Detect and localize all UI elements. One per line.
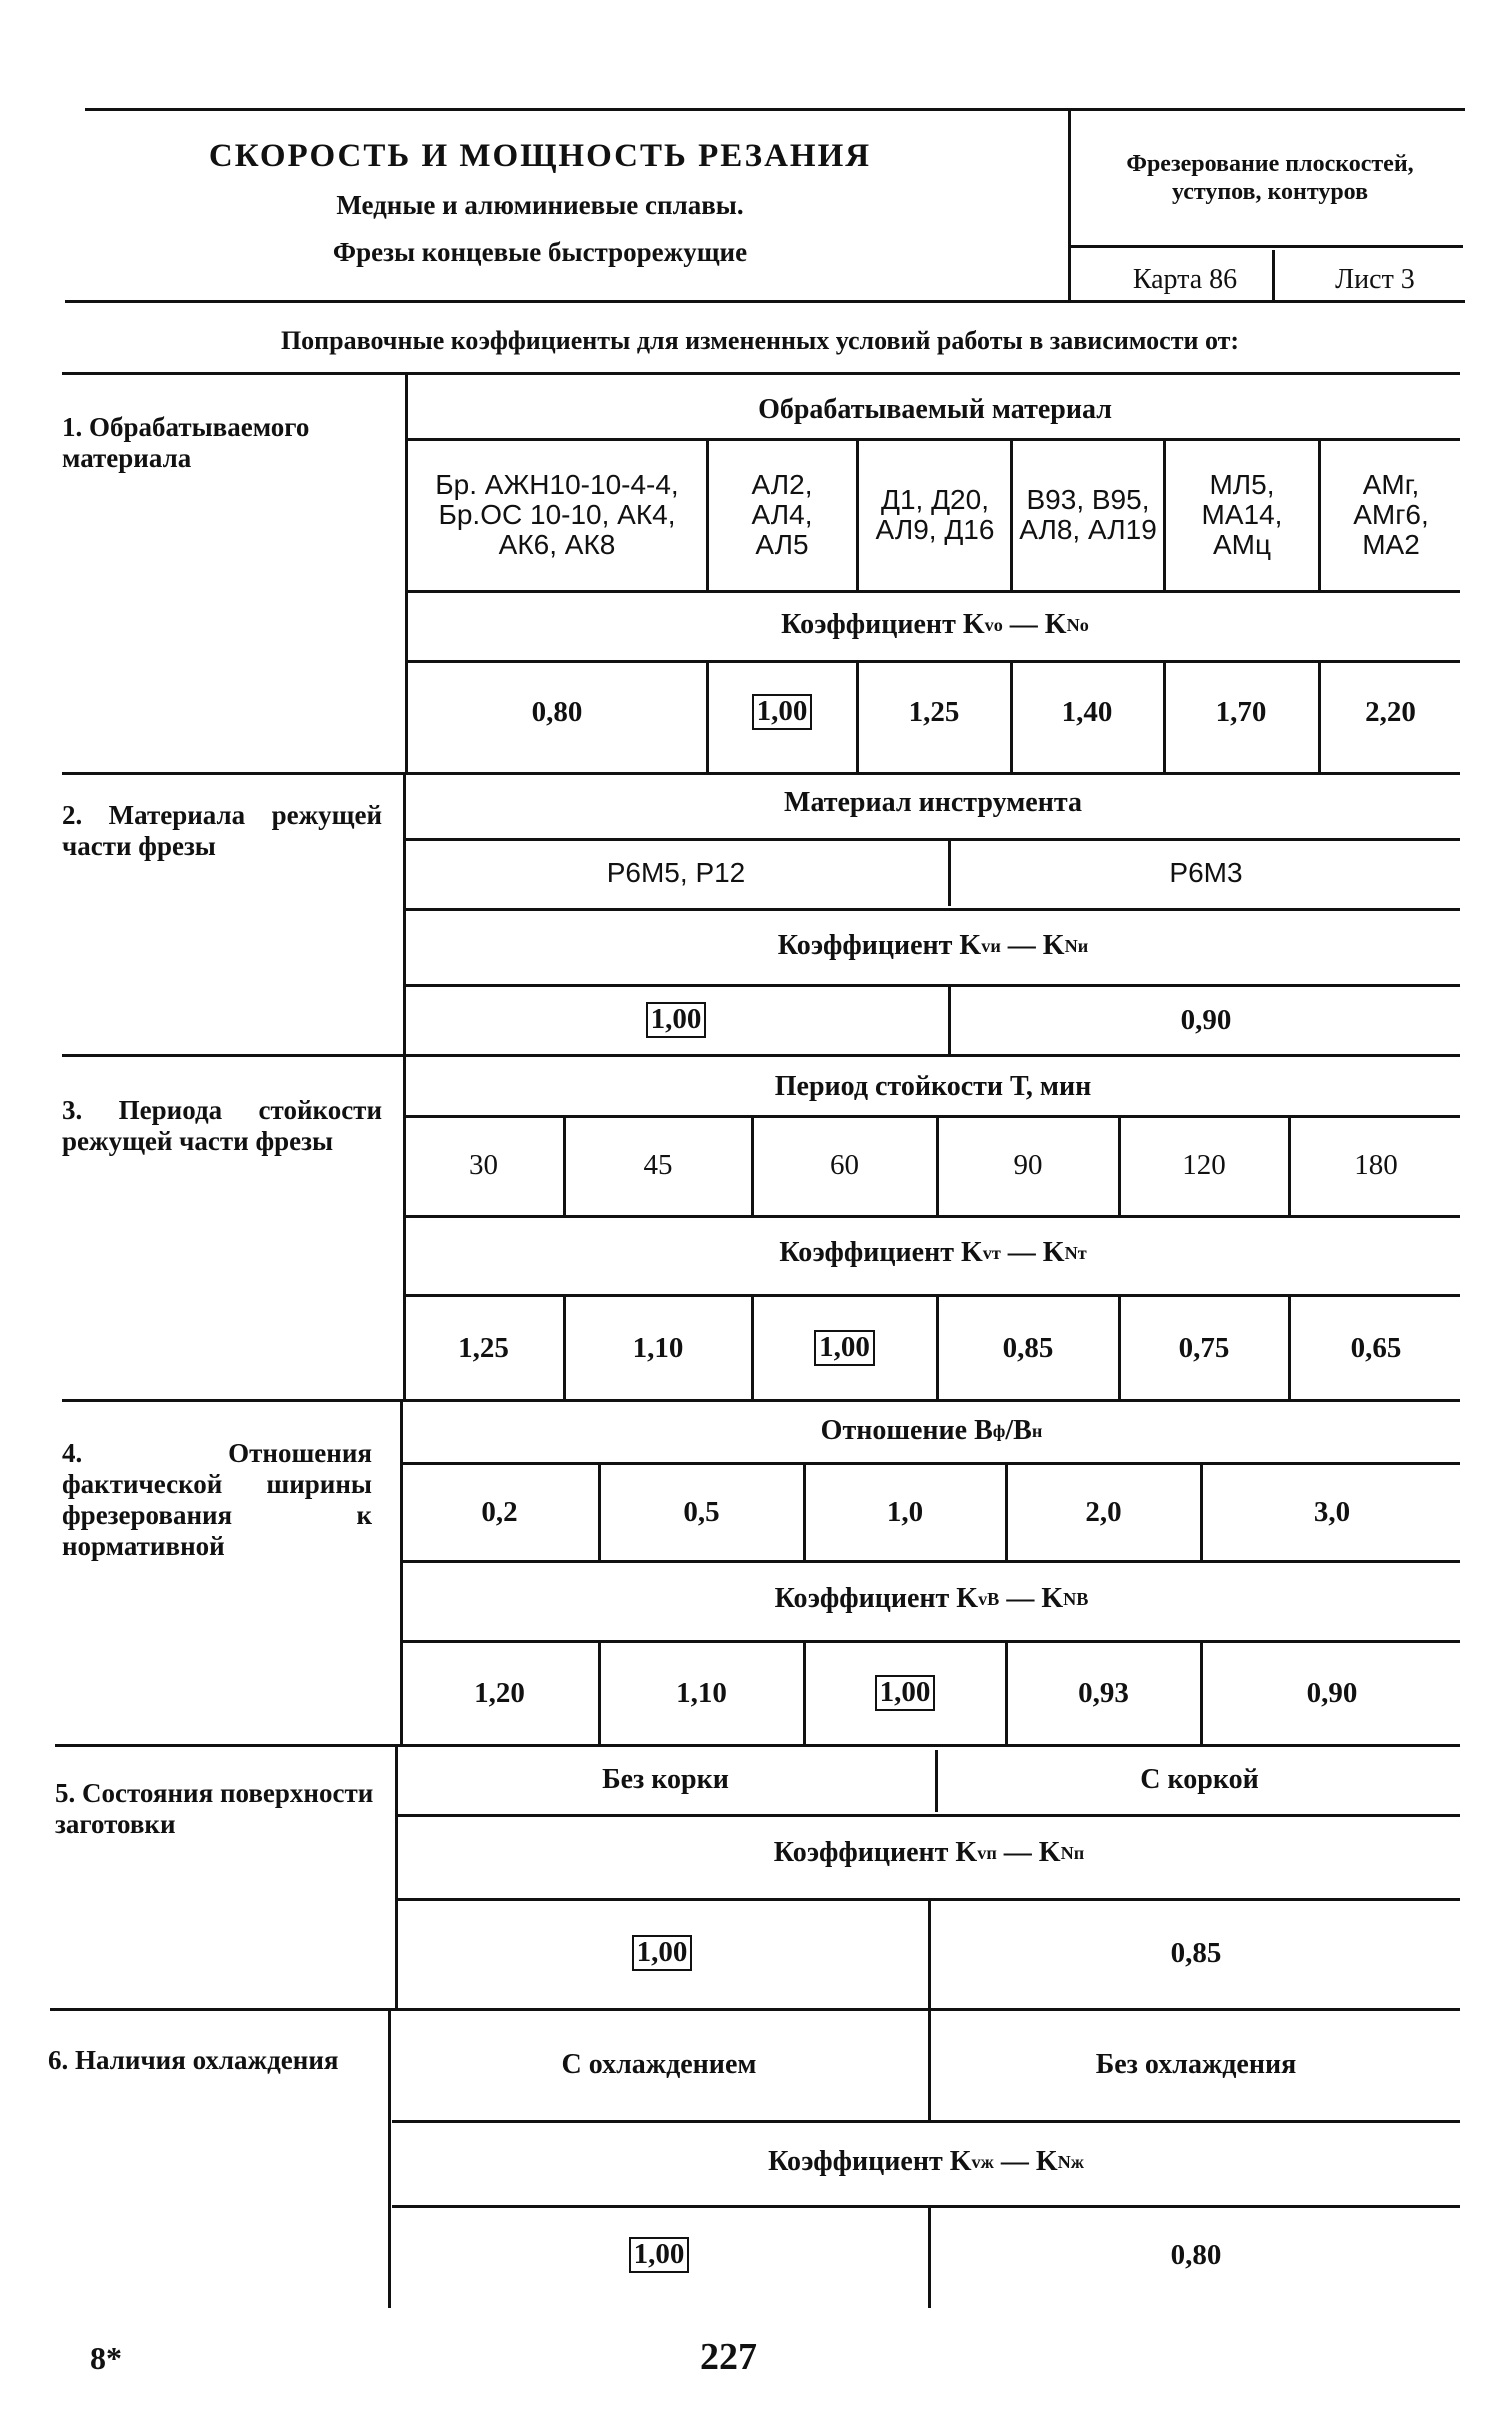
s5-state-1: С коркой (1140, 1764, 1259, 1795)
page-number: 227 (700, 2336, 757, 2378)
s6-value-1: 0,80 (1170, 2238, 1222, 2271)
s1-value-2: 1,25 (908, 695, 960, 728)
s1-value-0: 0,80 (531, 695, 583, 728)
s3-period-1: 45 (643, 1148, 673, 1181)
page-title: СКОРОСТЬ И МОЩНОСТЬ РЕЗАНИЯ (208, 137, 872, 174)
s1-value-5: 2,20 (1365, 695, 1416, 728)
s3-value-2 (755, 1318, 934, 1378)
section5-label: 5. Состояния поверхности заготовки (55, 1778, 374, 1839)
s6-state-1: Без охлаждения (1095, 2049, 1297, 2080)
s5-value-1: 0,85 (1170, 1936, 1222, 1969)
s6-state-0: С охлаждением (561, 2049, 757, 2080)
s1-material-4: МЛ5, МА14, АМц (1201, 469, 1283, 560)
s4-value-4: 0,90 (1306, 1676, 1358, 1709)
s4-value-2-boxed: 1,00 (875, 1675, 936, 1711)
s3-value-2-boxed: 1,00 (814, 1330, 875, 1366)
section3-label: 3. Периода стойкости режущей части фрезы (62, 1095, 382, 1156)
intro-text: Поправочные коэффициенты для измененных условий работы в зависимости от: (280, 326, 1240, 355)
sheet-number: Лист 3 (1335, 264, 1415, 295)
s3-value-1: 1,10 (632, 1331, 684, 1364)
s4-value-1: 1,10 (676, 1676, 727, 1709)
section4-label: 4. Отношения фактической ширины фрезерования к нормативной (62, 1438, 372, 1561)
section2-label: 2. Материала режущей части фрезы (62, 800, 382, 861)
s3-value-4: 0,75 (1178, 1331, 1230, 1364)
s4-ratio-0: 0,2 (481, 1495, 518, 1528)
s1-value-4: 1,70 (1215, 695, 1267, 728)
s3-value-0: 1,25 (458, 1331, 509, 1364)
s2-value-1: 0,90 (1180, 1003, 1232, 1036)
s4-ratio-1: 0,5 (683, 1495, 720, 1528)
s3-title: Период стойкости Т, мин (774, 1071, 1092, 1102)
s2-value-0-boxed: 1,00 (646, 1002, 707, 1038)
s2-coefficient: Коэффициент K vи — K Nи (777, 930, 1089, 961)
s3-coefficient: Коэффициент K vт — K Nт (779, 1237, 1087, 1268)
s3-value-5: 0,65 (1350, 1331, 1402, 1364)
s4-coefficient: Коэффициент K vB — K NB (774, 1583, 1089, 1614)
s1-material-3: В93, В95, АЛ8, АЛ19 (1019, 484, 1157, 545)
s4-value-3: 0,93 (1078, 1676, 1129, 1709)
s4-ratio-4: 3,0 (1313, 1495, 1351, 1528)
s3-period-3: 90 (1013, 1148, 1043, 1181)
section1-label: 1. Обрабатываемого материала (62, 412, 310, 473)
card-number: Карта 86 (1132, 264, 1238, 295)
s2-title: Материал инструмента (784, 787, 1082, 818)
s4-ratio-3: 2,0 (1085, 1495, 1122, 1528)
s5-coefficient: Коэффициент K vп — K Nп (773, 1837, 1085, 1868)
s1-title: Обрабатываемый материал (758, 394, 1112, 425)
operation-title: Фрезерование плоскостей, уступов, контуров (1126, 151, 1414, 205)
s1-material-5: АМг, АМг6, МА2 (1353, 469, 1429, 560)
s6-value-0 (392, 2225, 926, 2285)
s1-value-1 (710, 680, 854, 744)
s1-material-1: АЛ2, АЛ4, АЛ5 (751, 469, 813, 560)
s1-material-0: Бр. АЖН10-10-4-4, Бр.ОС 10-10, АК4, АК6, АК8 (435, 469, 679, 560)
s4-value-0: 1,20 (474, 1676, 525, 1709)
s2-material-1: Р6М3 (1169, 857, 1243, 888)
s3-period-2: 60 (830, 1148, 859, 1181)
s2-value-0 (406, 992, 946, 1048)
page-subtitle-1: Медные и алюминиевые сплавы. (336, 189, 744, 220)
section6-label: 6. Наличия охлаждения (48, 2045, 339, 2075)
s5-state-0: Без корки (602, 1764, 729, 1795)
s1-material-2: Д1, Д20, АЛ9, Д16 (875, 484, 995, 545)
s1-value-3: 1,40 (1061, 695, 1113, 728)
s1-value-1-boxed: 1,00 (752, 694, 813, 730)
s4-ratio-2: 1,0 (886, 1495, 924, 1528)
s2-material-0: Р6М5, Р12 (606, 857, 746, 888)
s5-value-0 (398, 1923, 926, 1983)
s3-period-0: 30 (469, 1148, 498, 1181)
s4-value-2 (807, 1663, 1003, 1723)
s3-value-3: 0,85 (1002, 1331, 1054, 1364)
s1-coefficient: Коэффициент K vo — K No (781, 609, 1089, 640)
page-subtitle-2: Фрезы концевые быстрорежущие (332, 236, 748, 267)
s3-period-5: 180 (1354, 1148, 1398, 1181)
s3-period-4: 120 (1182, 1148, 1226, 1181)
s4-title: Отношение B ф /B н (820, 1415, 1043, 1446)
footer-mark: 8* (90, 2340, 122, 2376)
s5-value-0-boxed: 1,00 (632, 1935, 693, 1971)
s6-value-0-boxed: 1,00 (629, 2237, 690, 2273)
s6-coefficient: Коэффициент K vж — K Nж (768, 2146, 1084, 2177)
